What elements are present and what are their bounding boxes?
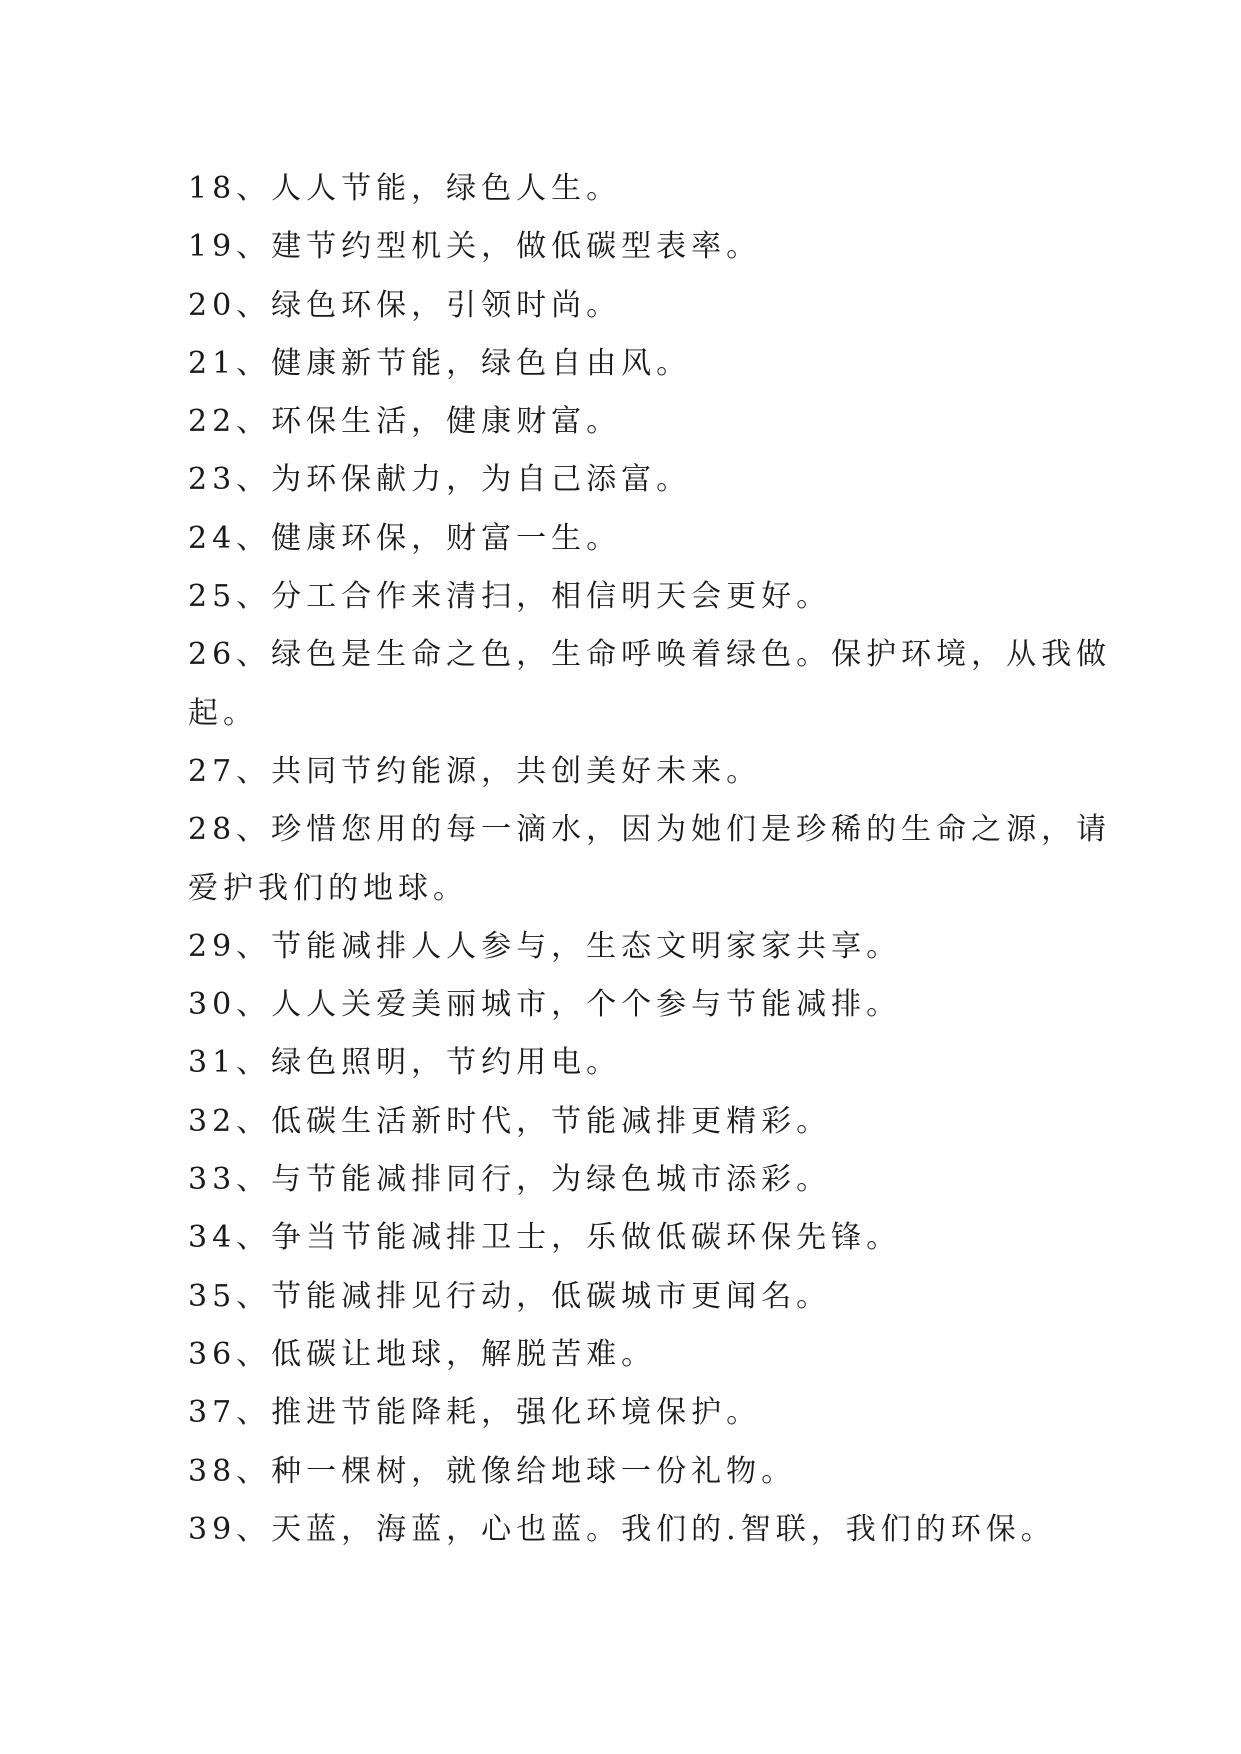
text-line: 32、低碳生活新时代，节能减排更精彩。 <box>188 1103 832 1139</box>
slogan-list <box>188 160 1112 1559</box>
text-line: 22、环保生活，健康财富。 <box>188 404 622 440</box>
text-line: 39、天蓝，海蓝，心也蓝。我们的.智联，我们的环保。 <box>188 1511 1056 1547</box>
text-line: 23、为环保献力，为自己添富。 <box>188 462 692 498</box>
text-line: 27、共同节约能源，共创美好未来。 <box>188 753 762 789</box>
text-line: 29、节能减排人人参与，生态文明家家共享。 <box>188 928 902 964</box>
text-line: 26、绿色是生命之色，生命呼唤着绿色。保护环境，从我做 <box>188 637 1112 673</box>
text-line: 爱护我们的地球。 <box>188 870 468 906</box>
text-line: 35、节能减排见行动，低碳城市更闻名。 <box>188 1278 832 1314</box>
text-line: 24、健康环保，财富一生。 <box>188 520 622 556</box>
text-line: 34、争当节能减排卫士，乐做低碳环保先锋。 <box>188 1220 902 1256</box>
text-line: 37、推进节能降耗，强化环境保护。 <box>188 1395 762 1431</box>
text-line: 28、珍惜您用的每一滴水，因为她们是珍稀的生命之源，请 <box>188 812 1112 848</box>
text-line: 33、与节能减排同行，为绿色城市添彩。 <box>188 1162 832 1198</box>
text-line: 起。 <box>188 695 258 731</box>
text-line: 19、建节约型机关，做低碳型表率。 <box>188 229 762 265</box>
text-line: 21、健康新节能，绿色自由风。 <box>188 345 692 381</box>
text-line: 25、分工合作来清扫，相信明天会更好。 <box>188 579 832 615</box>
text-line: 30、人人关爱美丽城市，个个参与节能减排。 <box>188 987 902 1023</box>
text-line: 36、低碳让地球，解脱苦难。 <box>188 1336 657 1372</box>
text-line: 31、绿色照明，节约用电。 <box>188 1045 622 1081</box>
text-line: 20、绿色环保，引领时尚。 <box>188 287 622 323</box>
text-line: 18、人人节能，绿色人生。 <box>188 171 622 206</box>
text-line: 38、种一棵树，就像给地球一份礼物。 <box>188 1453 797 1489</box>
